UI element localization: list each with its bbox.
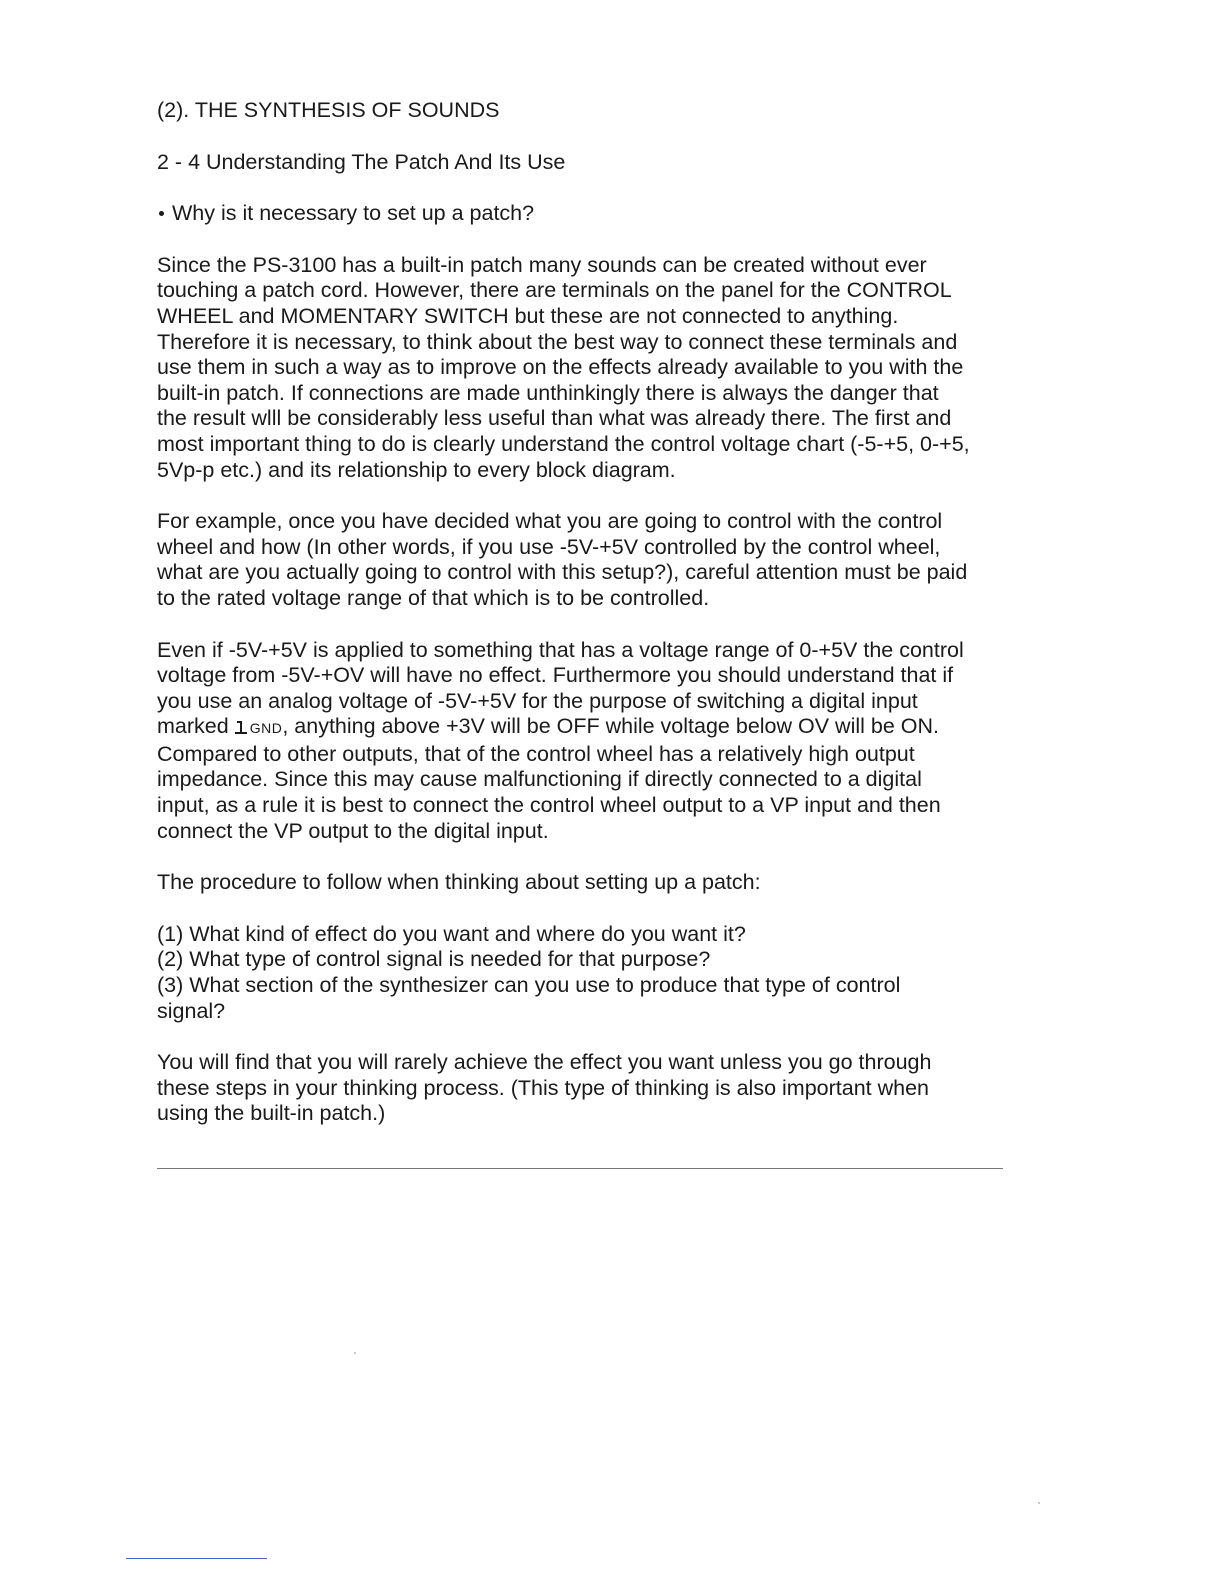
paragraph-line: most important thing to do is clearly understand the control voltage chart (-5-+5, 0-+5, [157,431,970,456]
subsection-title-text: 2 - 4 Understanding The Patch And Its Use [157,149,566,174]
step-line: (3) What section of the synthesizer can you use to produce that type of control [157,973,901,998]
paragraph-line: you use an analog voltage of -5V-+5V for the purpose of switching a digital input [157,688,918,713]
procedure-intro-text: The procedure to follow when thinking about setting up a patch: [157,870,761,895]
paragraph-line: Since the PS-3100 has a built-in patch many sounds can be created without ever [157,252,927,277]
paragraph-line: touching a patch cord. However, there are terminals on the panel for the CONTROL [157,278,952,303]
marked-suffix: , anything above +3V will be OFF while voltage below OV will be ON. [282,714,939,739]
paragraph-line: 5Vp-p etc.) and its relationship to every block diagram. [157,457,676,482]
bullet-question [157,201,1017,227]
paragraph-line-gnd [157,714,1017,742]
paragraph-1 [157,253,1017,483]
paragraph-line: Therefore it is necessary, to think about the best way to connect these terminals and [157,329,958,354]
paragraph-line: use them in such a way as to improve on the effects already available to you with the [157,355,964,380]
paragraph-line: impedance. Since this may cause malfunctioning if directly connected to a digital [157,767,922,792]
paragraph-line: input, as a rule it is best to connect the control wheel output to a VP input and then [157,793,941,818]
bullet-question-text: Why is it necessary to set up a patch? [172,201,535,226]
document-page [157,98,1017,1153]
paragraph-2 [157,509,1017,611]
paragraph-line: You will find that you will rarely achieve the effect you want unless you go through [157,1050,932,1075]
step-line: (1) What kind of effect do you want and where do you want it? [157,921,746,946]
closing-paragraph [157,1050,1017,1127]
section-title [157,98,1017,124]
gnd-label: GND [249,720,283,737]
paragraph-3 [157,638,1017,845]
paragraph-line: to the rated voltage range of that which is to be controlled. [157,585,710,610]
paragraph-line: wheel and how (In other words, if you use -5V-+5V controlled by the control wheel, [157,534,941,559]
paragraph-line: For example, once you have decided what you are going to control with the control [157,509,943,534]
marked-prefix: marked [157,714,229,739]
bullet-dot-icon [159,211,164,216]
paragraph-line: built-in patch. If connections are made unthinkingly there is always the danger that [157,380,939,405]
paragraph-line: the result wlll be considerably less useful than what was already there. The first and [157,406,952,431]
paragraph-line: WHEEL and MOMENTARY SWITCH but these are not connected to anything. [157,303,899,328]
paragraph-line: Compared to other outputs, that of the control wheel has a relatively high output [157,741,915,766]
scan-speck [1038,1502,1040,1504]
horizontal-rule [157,1168,1003,1169]
procedure-intro [157,870,1017,896]
section-title-text: (2). THE SYNTHESIS OF SOUNDS [157,98,500,122]
ground-symbol-icon [235,721,247,735]
paragraph-line: using the built-in patch.) [157,1101,386,1126]
footer-underline [126,1558,267,1559]
paragraph-line: Even if -5V-+5V is applied to something that has a voltage range of 0-+5V the control [157,637,964,662]
paragraph-line: these steps in your thinking process. (This type of thinking is also important when [157,1075,929,1100]
procedure-steps [157,922,1017,1024]
paragraph-line: voltage from -5V-+OV will have no effect. Furthermore you should understand that if [157,663,954,688]
step-line: signal? [157,998,226,1023]
step-line: (2) What type of control signal is needed for that purpose? [157,947,711,972]
paragraph-line: what are you actually going to control with this setup?), careful attention must be paid [157,560,968,585]
subsection-title [157,150,1017,176]
paragraph-line: connect the VP output to the digital input. [157,818,549,843]
scan-speck [354,1352,356,1354]
